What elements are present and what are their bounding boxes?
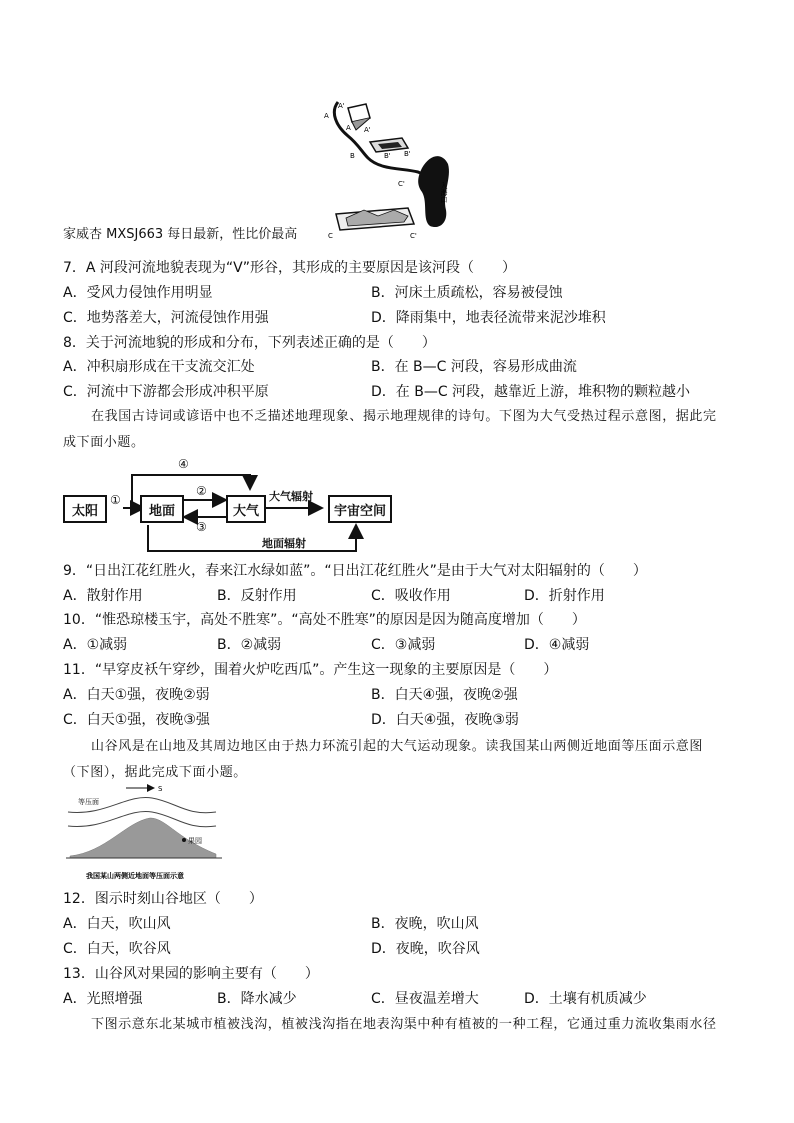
label-c1p: C' (398, 180, 405, 188)
intro-wind-line1: 山谷风是在山地及其周边地区由于热力环流引起的大气运动现象。读我国某山两侧近地面等压面示意图 (91, 739, 704, 754)
label-n3: ③ (196, 520, 207, 534)
question-8-option-d[interactable]: D．在 B—C 河段，越靠近上游，堆积物的颗粒越小 (371, 384, 691, 400)
question-7-option-a[interactable]: A．受风力侵蚀作用明显 (63, 285, 213, 301)
question-10-option-d[interactable]: D．④减弱 (524, 637, 590, 653)
question-11-option-c[interactable]: C．白天①强，夜晚③强 (63, 712, 210, 728)
question-11-stem: 11．“早穿皮袄午穿纱，围着火炉吃西瓜”。产生这一现象的主要原因是（ ） (63, 662, 558, 678)
question-12-stem: 12．图示时刻山谷地区（ ） (63, 891, 263, 907)
question-8-option-c[interactable]: C．河流中下游都会形成冲积平原 (63, 384, 269, 400)
question-10-option-b[interactable]: B．②减弱 (217, 637, 282, 653)
question-7-stem: 7．A 河段河流地貌表现为“V”形谷，其形成的主要原因是该河段（ ） (63, 260, 517, 276)
question-9-option-d[interactable]: D．折射作用 (524, 588, 605, 604)
label-n2: ② (196, 484, 207, 498)
question-11-option-a[interactable]: A．白天①强，夜晚②弱 (63, 687, 210, 703)
question-12-option-d[interactable]: D．夜晚，吹谷风 (371, 941, 480, 957)
label-ground-radiation: 地面辐射 (262, 537, 306, 550)
label-n1: ① (110, 493, 121, 507)
direction-label: S (158, 785, 163, 793)
question-13-option-b[interactable]: B．降水减少 (217, 991, 297, 1007)
question-8-option-b[interactable]: B．在 B—C 河段，容易形成曲流 (371, 359, 577, 375)
question-10-option-a[interactable]: A．①减弱 (63, 637, 128, 653)
question-9-stem: 9．“日出江花红胜火，春来江水绿如蓝”。“日出江花红胜火”是由于大气对太阳辐射的（ ） (63, 563, 647, 579)
question-9-option-a[interactable]: A．散射作用 (63, 588, 143, 604)
isobar-label: 等压面 (78, 798, 99, 806)
mountain-isobar-figure (66, 782, 226, 882)
question-11-option-b[interactable]: B．白天④强，夜晚②强 (371, 687, 518, 703)
question-7-option-c[interactable]: C．地势落差大，河流侵蚀作用强 (63, 310, 269, 326)
intro-swale-line1: 下图示意东北某城市植被浅沟，植被浅沟指在地表沟渠中种有植被的一种工程，它通过重力流收集雨水径 (91, 1017, 717, 1032)
intro-wind (63, 734, 733, 786)
sun-box: 太阳 (63, 495, 107, 523)
label-c2p: C' (410, 232, 417, 240)
question-8-option-a[interactable]: A．冲积扇形成在干支流交汇处 (63, 359, 255, 375)
question-10-stem: 10．“惟恐琼楼玉宇，高处不胜寒”。“高处不胜寒”的原因是因为随高度增加（ ） (63, 612, 586, 628)
watermark-text: 家威杏 MXSJ663 每日最新，性比价最高 (63, 227, 298, 242)
orchard-label: 果园 (188, 837, 202, 845)
mountain-caption: 我国某山两侧近地面等压面示意 (86, 872, 184, 880)
question-11-option-d[interactable]: D．白天④强，夜晚③弱 (371, 712, 519, 728)
label-n4: ④ (178, 457, 189, 471)
space-box: 宇宙空间 (328, 495, 392, 523)
label-a2: A (346, 124, 351, 132)
intro-atmosphere-line1: 在我国古诗词或谚语中也不乏描述地理现象、揭示地理规律的诗句。下图为大气受热过程示意图，据此完 (91, 409, 717, 424)
intro-atmosphere-line2: 成下面小题。 (63, 435, 145, 450)
question-9-option-b[interactable]: B．反射作用 (217, 588, 297, 604)
question-13-option-a[interactable]: A．光照增强 (63, 991, 143, 1007)
question-9-option-c[interactable]: C．吸收作用 (371, 588, 451, 604)
question-13-option-c[interactable]: C．昼夜温差增大 (371, 991, 479, 1007)
atmosphere-box: 大气 (226, 495, 266, 523)
ground-box: 地面 (140, 495, 184, 523)
label-c2: C (328, 232, 333, 240)
label-a1p: A' (338, 102, 345, 110)
label-a2p: A' (364, 126, 371, 134)
intro-atmosphere (63, 404, 733, 456)
label-atm-radiation: 大气辐射 (269, 490, 313, 503)
label-b2: B' (404, 150, 411, 158)
question-13-option-d[interactable]: D．土壤有机质减少 (524, 991, 647, 1007)
question-12-option-b[interactable]: B．夜晚，吹山风 (371, 916, 479, 932)
question-10-option-c[interactable]: C．③减弱 (371, 637, 436, 653)
question-8-stem: 8．关于河流地貌的形成和分布，下列表述正确的是（ ） (63, 335, 436, 351)
question-7-option-b[interactable]: B．河床土质疏松，容易被侵蚀 (371, 285, 563, 301)
label-a1: A (324, 112, 329, 120)
label-estuary: 入海口 (440, 182, 448, 203)
question-7-option-d[interactable]: D．降雨集中，地表径流带来泥沙堆积 (371, 310, 606, 326)
river-landform-figure (318, 98, 458, 240)
question-12-option-c[interactable]: C．白天，吹谷风 (63, 941, 171, 957)
intro-swale (63, 1012, 733, 1038)
question-13-stem: 13．山谷风对果园的影响主要有（ ） (63, 966, 319, 982)
question-12-option-a[interactable]: A．白天，吹山风 (63, 916, 171, 932)
intro-wind-line2: （下图），据此完成下面小题。 (63, 765, 247, 780)
orchard-dot (182, 838, 186, 842)
label-b1: B (350, 152, 355, 160)
label-b1p: B' (384, 152, 391, 160)
